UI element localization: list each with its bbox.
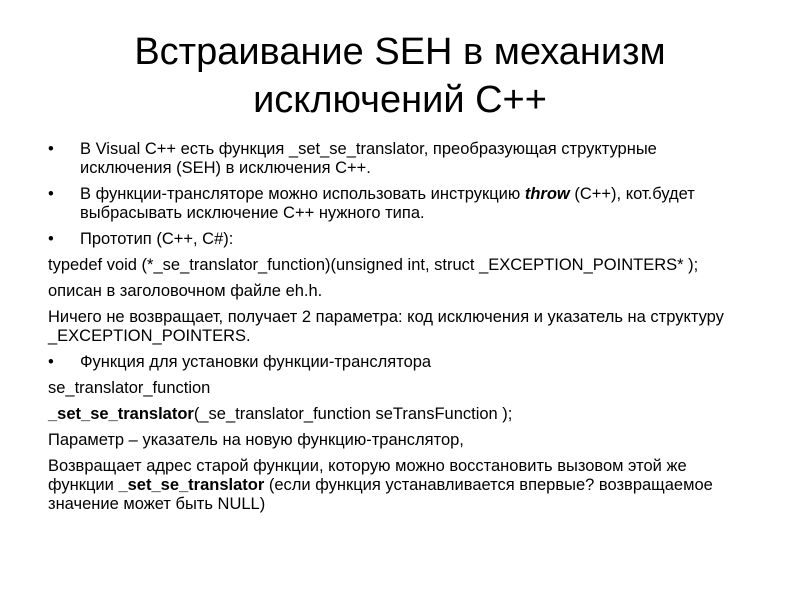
- slide-title: Встраивание SEH в механизм исключений С++: [134, 31, 666, 121]
- return-text: (если функция устанавливается впервые? возвращаемое значение может быть NULL): [48, 476, 713, 513]
- bullet-marker: •: [48, 140, 54, 158]
- bullet-item: [48, 353, 748, 372]
- paragraph-return-value: [48, 457, 748, 514]
- paragraph-typedef: typedef void (*_se_translator_function)(unsigned int, struct _EXCEPTION_POINTERS* );: [48, 256, 699, 274]
- bullet-text: В Visual C++ есть функция _set_se_translator, преобразующая структурные исключения (SEH) в исключения С++.: [80, 140, 657, 177]
- bullet-item: [48, 230, 748, 249]
- paragraph-function-signature: [48, 405, 748, 424]
- bullet-text: В функции-трансляторе можно использовать инструкцию: [80, 185, 525, 203]
- paragraph-return-type: se_translator_function: [48, 379, 211, 397]
- slide-content: [48, 140, 748, 521]
- paragraph-return-info: Ничего не возвращает, получает 2 параметра: код исключения и указатель на структуру _EXCEPTION_POINTERS.: [48, 308, 724, 345]
- keyword-throw: throw: [524, 185, 570, 203]
- bullet-text: (С++), кот.будет выбрасывать исключение С++ нужного типа.: [80, 185, 695, 222]
- bullet-marker: •: [48, 230, 54, 248]
- bullet-text: Функция для установки функции-транслятора: [80, 353, 432, 371]
- paragraph-header-file: описан в заголовочном файле eh.h.: [48, 282, 323, 300]
- function-params: (_se_translator_function seTransFunction );: [193, 405, 513, 423]
- bullet-marker: •: [48, 353, 54, 371]
- bullet-item: [48, 140, 748, 178]
- bullet-text: Прототип (C++, C#):: [80, 230, 234, 248]
- function-name: _set_se_translator: [118, 476, 265, 494]
- return-text: Возвращает адрес старой функции, которую можно восстановить вызовом этой же функции: [48, 457, 687, 494]
- paragraph-parameter: Параметр – указатель на новую функцию-транслятор,: [48, 431, 464, 449]
- bullet-marker: •: [48, 185, 54, 203]
- bullet-item: [48, 185, 748, 223]
- function-name: _set_se_translator: [48, 405, 194, 423]
